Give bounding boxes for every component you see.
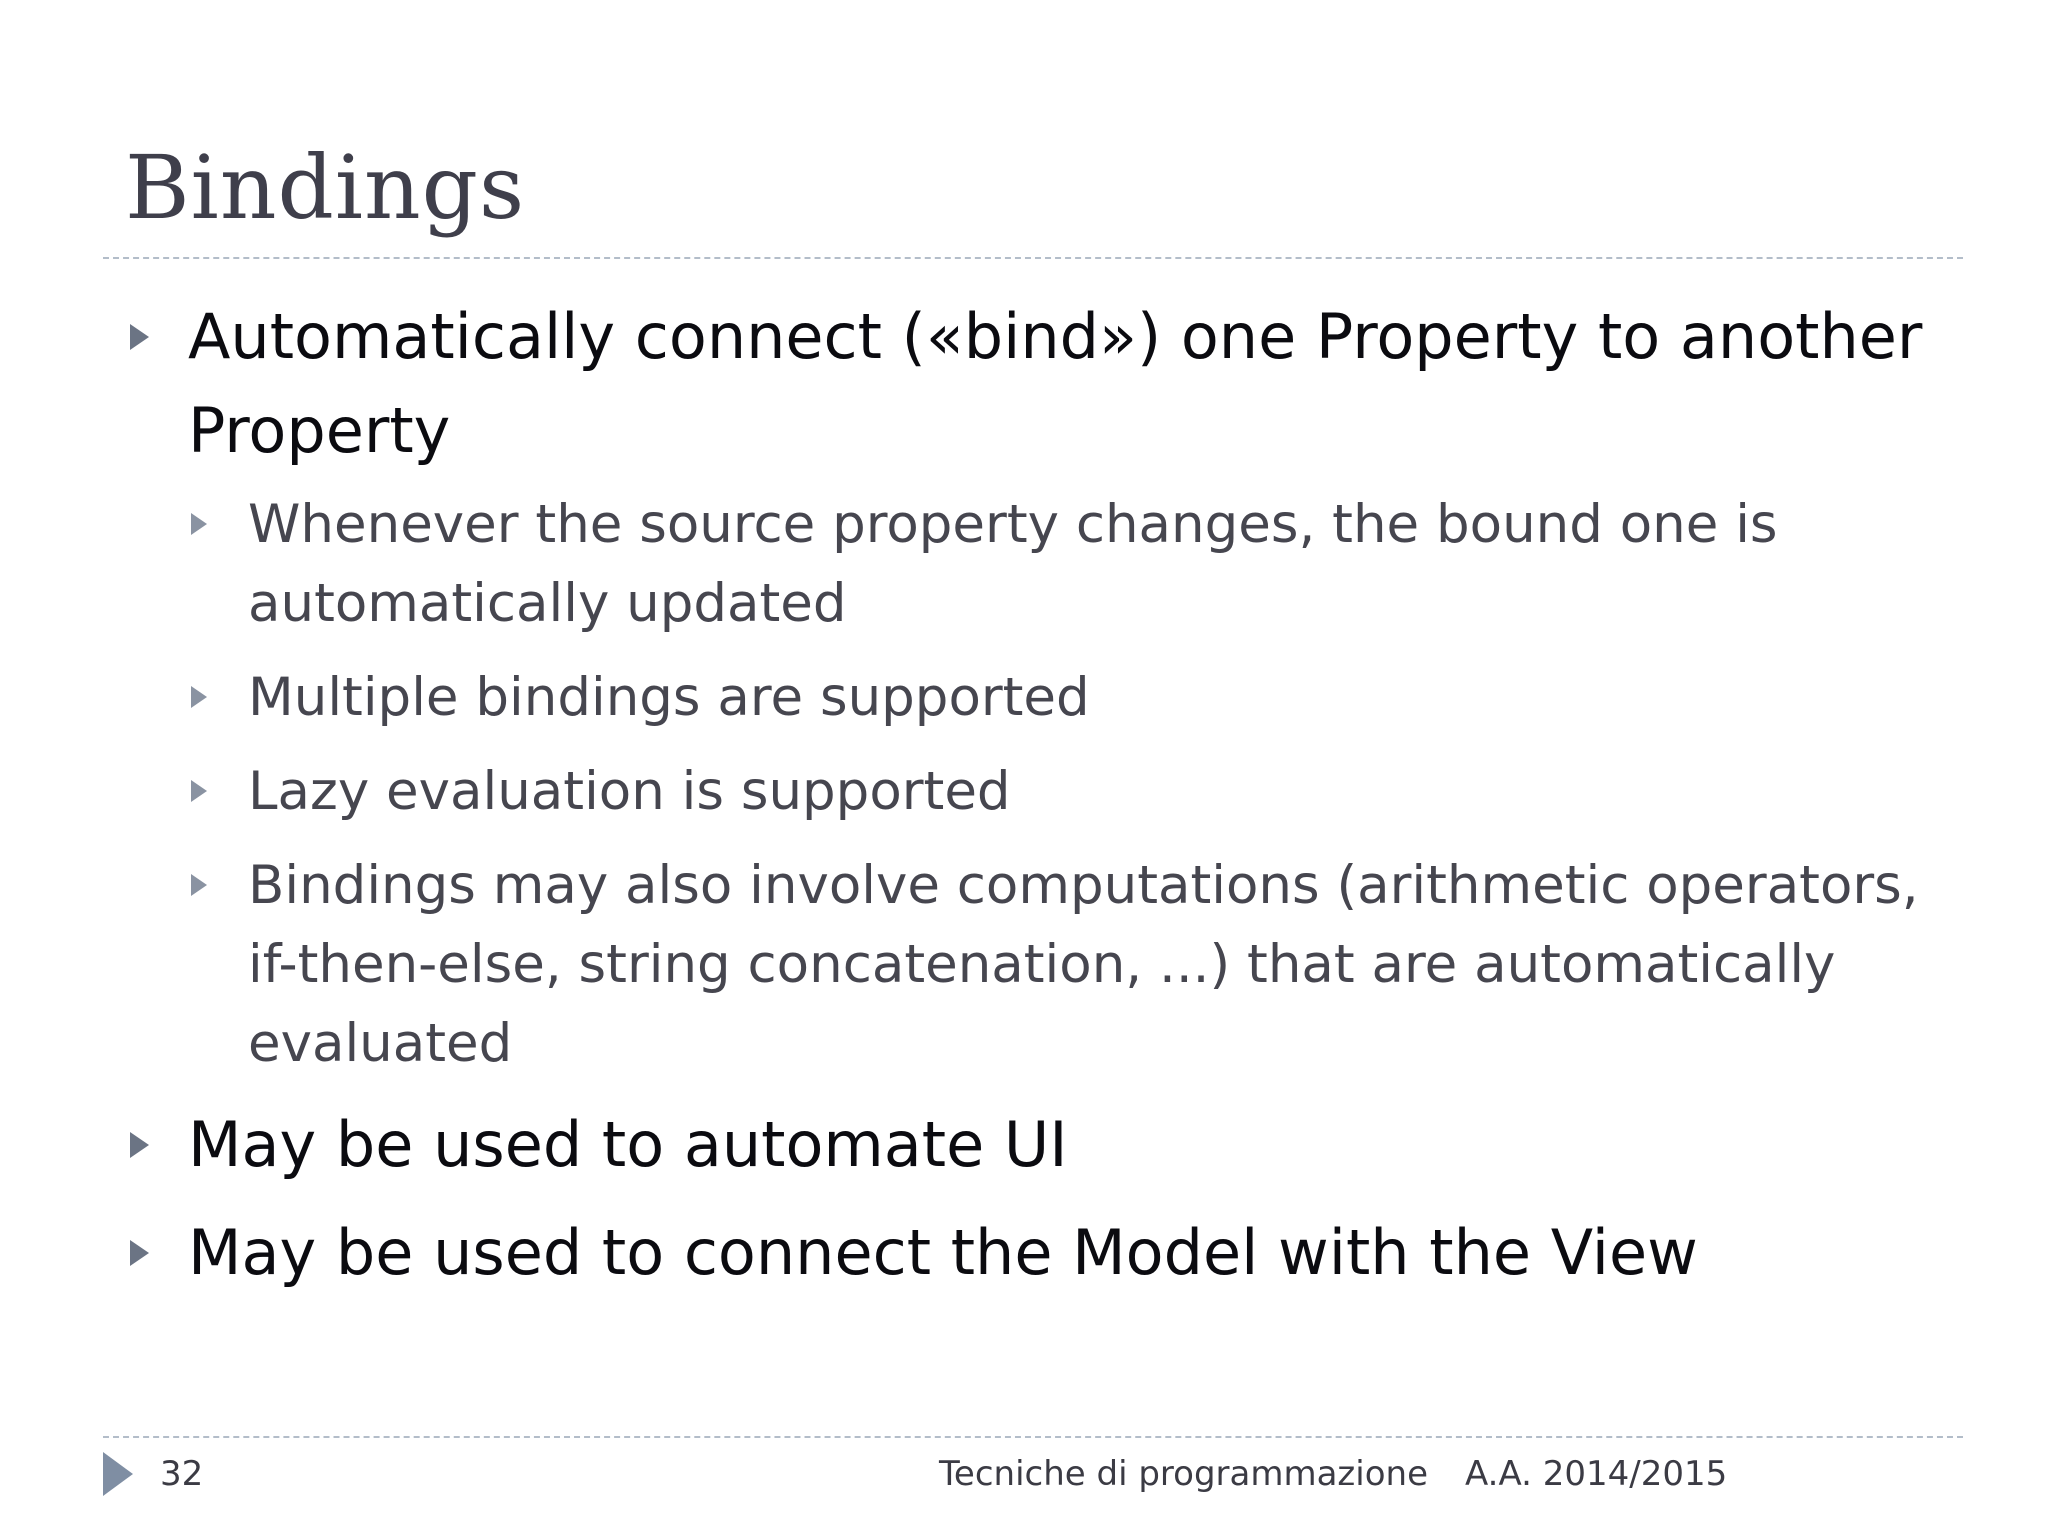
academic-year: A.A. 2014/2015 (1465, 1454, 1728, 1494)
bullet-arrow-icon (130, 324, 149, 350)
sub-bullet-text: Whenever the source property changes, the bound one is automatically updated (248, 494, 1778, 634)
bullet-text: May be used to automate UI (188, 1108, 1068, 1181)
bullet-text: May be used to connect the Model with the View (188, 1216, 1698, 1289)
bullet-arrow-icon (130, 1132, 149, 1158)
footer-divider (103, 1436, 1963, 1438)
sub-bullet-arrow-icon (191, 686, 207, 708)
sub-bullet-arrow-icon (191, 780, 207, 802)
bullet-text: Automatically connect («bind») one Property to another Property (188, 300, 1923, 467)
page-number: 32 (160, 1454, 204, 1494)
sub-bullet-text: Bindings may also involve computations (arithmetic operators, if-then-else, string concatenation, ...) that are automatically evaluated (248, 855, 1919, 1074)
bullet-arrow-icon (130, 1240, 149, 1266)
footer-arrow-icon (103, 1452, 133, 1496)
course-name: Tecniche di programmazione (938, 1454, 1428, 1494)
sub-bullet-arrow-icon (191, 513, 207, 535)
sub-bullet-text: Lazy evaluation is supported (248, 761, 1011, 822)
sub-bullet-arrow-icon (191, 874, 207, 896)
title-divider (103, 257, 1963, 259)
sub-bullet-text: Multiple bindings are supported (248, 667, 1090, 728)
slide-title: Bindings (125, 136, 526, 239)
